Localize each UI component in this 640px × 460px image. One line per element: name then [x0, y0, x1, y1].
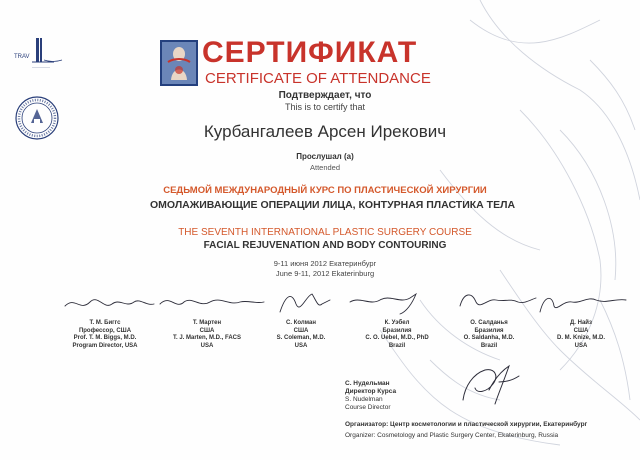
- signer-ru-role: Бразилия: [474, 327, 504, 334]
- signer-en-name: T. J. Marten, M.D., FACS: [172, 335, 241, 342]
- header-illustration: [160, 40, 198, 86]
- signer-en-name: D. M. Knize, M.D.: [557, 335, 605, 342]
- director-en-role: Course Director: [345, 404, 391, 411]
- signature-uebel: [350, 294, 416, 314]
- signature-coleman: [280, 294, 330, 312]
- signer-en-role: USA: [200, 342, 214, 349]
- certify-text-en: This is to certify that: [284, 102, 366, 112]
- certificate-title: СЕРТИФИКАТ: [202, 36, 418, 69]
- course-title-en: THE SEVENTH INTERNATIONAL PLASTIC SURGERY COURSE: [178, 227, 472, 238]
- signature-saldanha: [460, 295, 536, 306]
- signer-ru-name: Т. Мартен: [192, 320, 222, 326]
- organizer-text-ru: Организатор: Центр косметологии и пластической хирургии, Екатеринбург: [345, 421, 588, 428]
- signer-ru-role: Бразилия: [382, 327, 412, 334]
- course-dates-en: June 9-11, 2012 Ekaterinburg: [275, 269, 375, 278]
- signer-coleman: [246, 320, 356, 350]
- signature-marten: [160, 300, 264, 304]
- signer-knize: [526, 320, 636, 350]
- signer-ru-role: США: [293, 327, 309, 334]
- course-title-ru: СЕДЬМОЙ МЕЖДУНАРОДНЫЙ КУРС ПО ПЛАСТИЧЕСКОЙ ХИРУРГИИ: [163, 185, 487, 196]
- director-en-name: S. Nudelman: [345, 396, 383, 403]
- signer-ru-name: Д. Найз: [570, 320, 592, 326]
- signer-en-name: S. Coleman, M.D.: [276, 335, 326, 342]
- signer-en-role: Program Director, USA: [72, 342, 138, 349]
- course-subtitle-ru: ОМОЛАЖИВАЮЩИЕ ОПЕРАЦИИ ЛИЦА, КОНТУРНАЯ ПЛАСТИКА ТЕЛА: [150, 199, 516, 211]
- course-subtitle-en: FACIAL REJUVENATION AND BODY CONTOURING: [203, 240, 447, 251]
- signer-en-role: Brazil: [388, 342, 406, 349]
- svg-text:——————: ——————: [32, 65, 50, 69]
- signature-nudelman: [455, 360, 525, 408]
- signer-en-role: USA: [574, 342, 588, 349]
- association-seal-logo: [14, 95, 60, 141]
- signer-en-name: C. O. Uebel, M.D., PhD: [365, 335, 429, 342]
- course-director: [345, 380, 396, 412]
- signer-ru-role: Профессор, США: [78, 327, 132, 334]
- signer-ru-role: США: [199, 327, 215, 334]
- signatures-row: [60, 284, 640, 324]
- attended-label-ru: Прослушал (а): [296, 152, 354, 161]
- signature-knize: [540, 298, 626, 312]
- signer-en-role: Brazil: [480, 342, 498, 349]
- signer-en-name: O. Saldanha, M.D.: [463, 335, 515, 342]
- director-ru-name: С. Нудельман: [345, 380, 390, 387]
- travis-logo: [14, 36, 64, 70]
- signer-en-name: Prof. T. M. Biggs, M.D.: [73, 335, 137, 342]
- director-ru-role: Директор Курса: [345, 388, 397, 395]
- signer-ru-name: Т. М. Биггс: [89, 320, 121, 326]
- course-dates-ru: 9-11 июня 2012 Екатеринбург: [273, 259, 377, 268]
- signer-ru-name: С. Колман: [286, 320, 316, 326]
- signer-en-role: USA: [294, 342, 308, 349]
- signer-ru-name: К. Уэбел: [384, 320, 410, 326]
- certificate-subtitle: CERTIFICATE OF ATTENDANCE: [205, 70, 431, 87]
- svg-text:TRAV: TRAV: [14, 54, 30, 60]
- signature-biggs: [65, 300, 154, 306]
- certify-text-ru: Подтверждает, что: [278, 90, 372, 101]
- signer-ru-role: США: [573, 327, 589, 334]
- attended-label-en: Attended: [309, 163, 341, 172]
- signer-ru-name: О. Салданья: [470, 320, 508, 326]
- signer-biggs: [50, 320, 160, 350]
- recipient-name: Курбангалеев Арсен Ирекович: [203, 122, 447, 141]
- organizer-text-en: Organizer: Cosmetology and Plastic Surgery Center, Ekaterinburg, Russia: [345, 432, 559, 439]
